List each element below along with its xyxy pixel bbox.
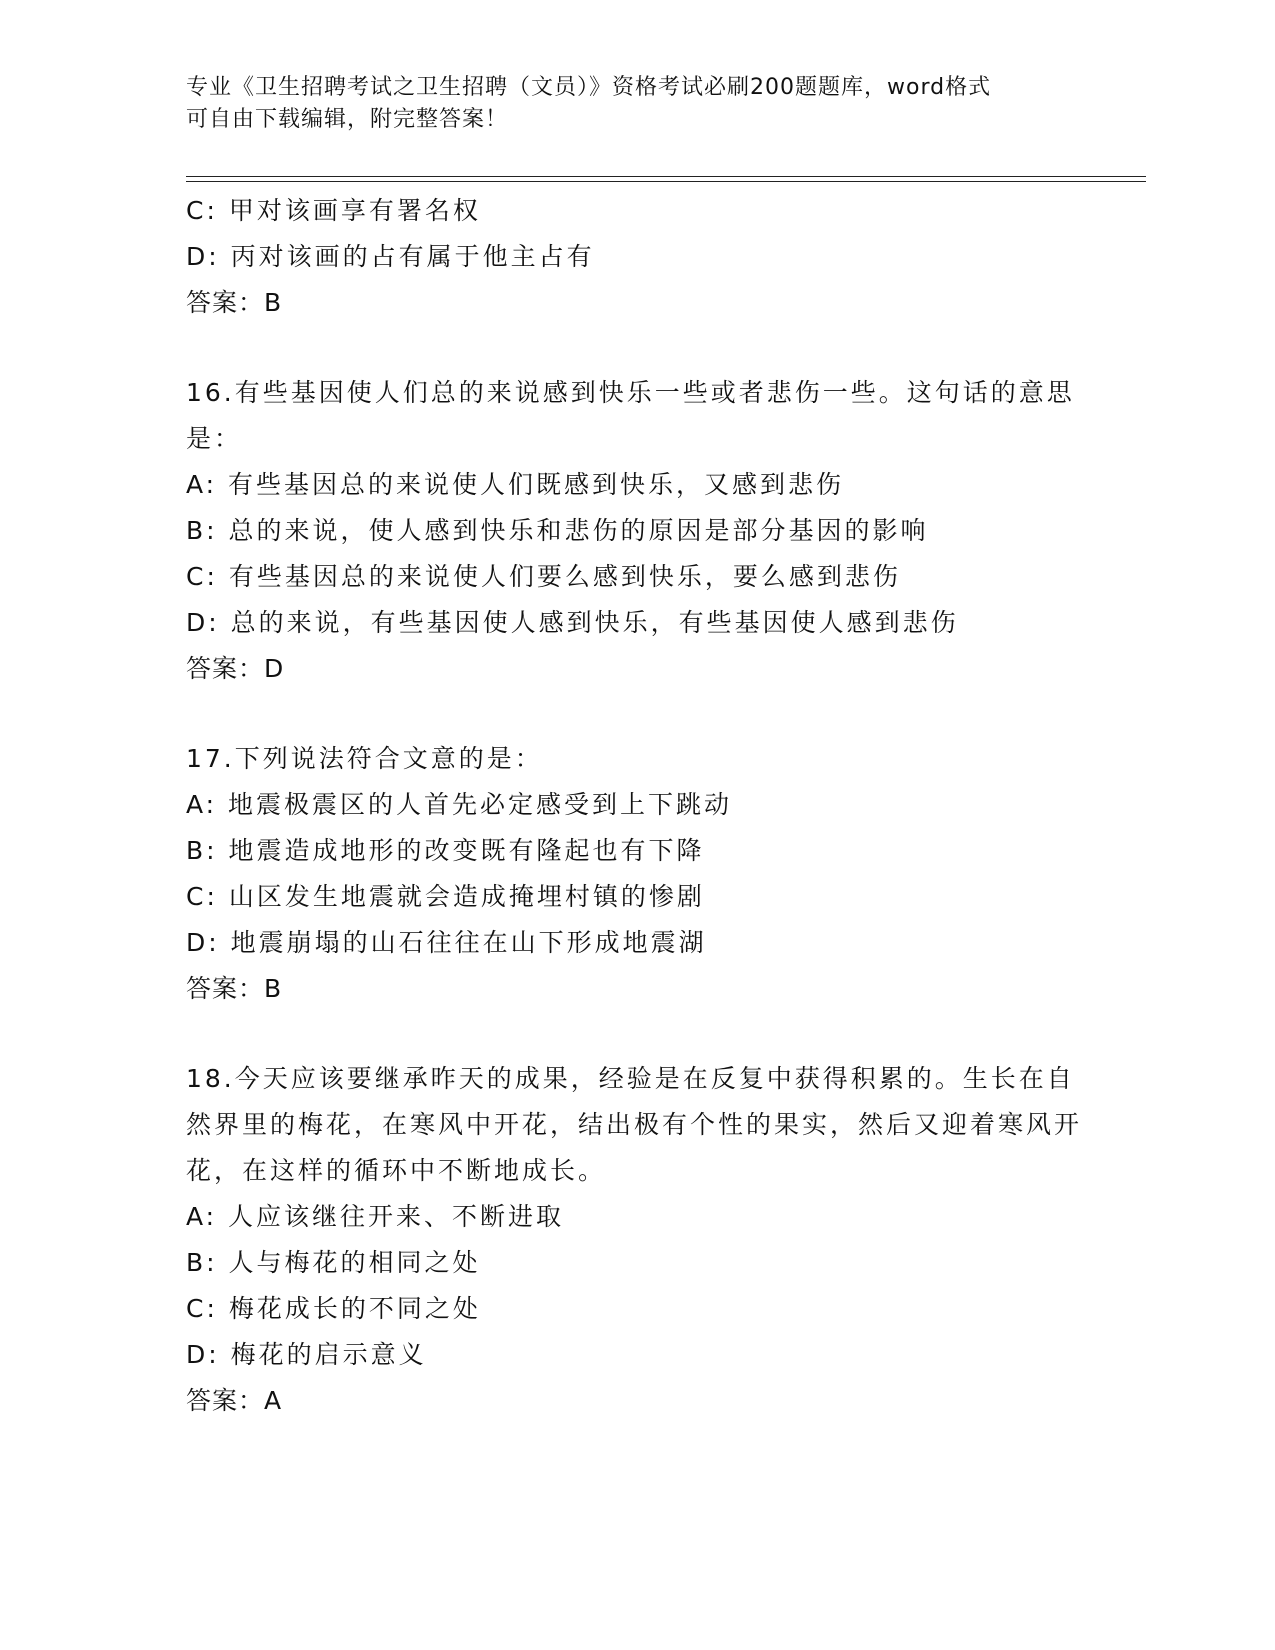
question-stem: 17.下列说法符合文意的是： bbox=[186, 744, 543, 773]
option-a: A: 地震极震区的人首先必定感受到上下跳动 bbox=[186, 790, 733, 819]
header-title-line-2: 可自由下载编辑，附完整答案！ bbox=[186, 107, 509, 132]
option-c: C: 梅花成长的不同之处 bbox=[186, 1294, 481, 1323]
option-b: B: 地震造成地形的改变既有隆起也有下降 bbox=[186, 836, 705, 865]
option-d: D: 梅花的启示意义 bbox=[186, 1340, 427, 1369]
header-title-line-1: 专业《卫生招聘考试之卫生招聘（文员）》资格考试必刷200题题库，word格式 bbox=[186, 75, 992, 100]
question-18 bbox=[186, 1056, 1086, 1424]
question-16 bbox=[186, 370, 1086, 692]
option-b: B: 人与梅花的相同之处 bbox=[186, 1248, 481, 1277]
option-c: C: 有些基因总的来说使人们要么感到快乐，要么感到悲伤 bbox=[186, 562, 901, 591]
option-d: D: 丙对该画的占有属于他主占有 bbox=[186, 242, 595, 271]
option-c: C: 甲对该画享有署名权 bbox=[186, 196, 481, 225]
answer-line: 答案：A bbox=[186, 1386, 283, 1415]
header-divider-top bbox=[186, 176, 1146, 177]
question-stem: 18.今天应该要继承昨天的成果，经验是在反复中获得积累的。生长在自然界里的梅花，在寒风中开花，结出极有个性的果实，然后又迎着寒风开花，在这样的循环中不断地成长。 bbox=[186, 1064, 1083, 1185]
option-c: C: 山区发生地震就会造成掩埋村镇的惨剧 bbox=[186, 882, 705, 911]
document-header bbox=[186, 72, 1066, 136]
answer-line: 答案：D bbox=[186, 654, 285, 683]
option-a: A: 有些基因总的来说使人们既感到快乐，又感到悲伤 bbox=[186, 470, 845, 499]
question-stem: 16.有些基因使人们总的来说感到快乐一些或者悲伤一些。这句话的意思是： bbox=[186, 378, 1075, 453]
answer-line: 答案：B bbox=[186, 288, 283, 317]
header-divider-bottom bbox=[186, 181, 1146, 182]
option-a: A: 人应该继往开来、不断进取 bbox=[186, 1202, 565, 1231]
question-17 bbox=[186, 736, 1086, 1012]
question-list bbox=[186, 188, 1086, 1424]
option-d: D: 总的来说，有些基因使人感到快乐，有些基因使人感到悲伤 bbox=[186, 608, 959, 637]
prev-question-block bbox=[186, 188, 1086, 326]
answer-line: 答案：B bbox=[186, 974, 283, 1003]
option-d: D: 地震崩塌的山石往往在山下形成地震湖 bbox=[186, 928, 707, 957]
option-b: B: 总的来说，使人感到快乐和悲伤的原因是部分基因的影响 bbox=[186, 516, 929, 545]
